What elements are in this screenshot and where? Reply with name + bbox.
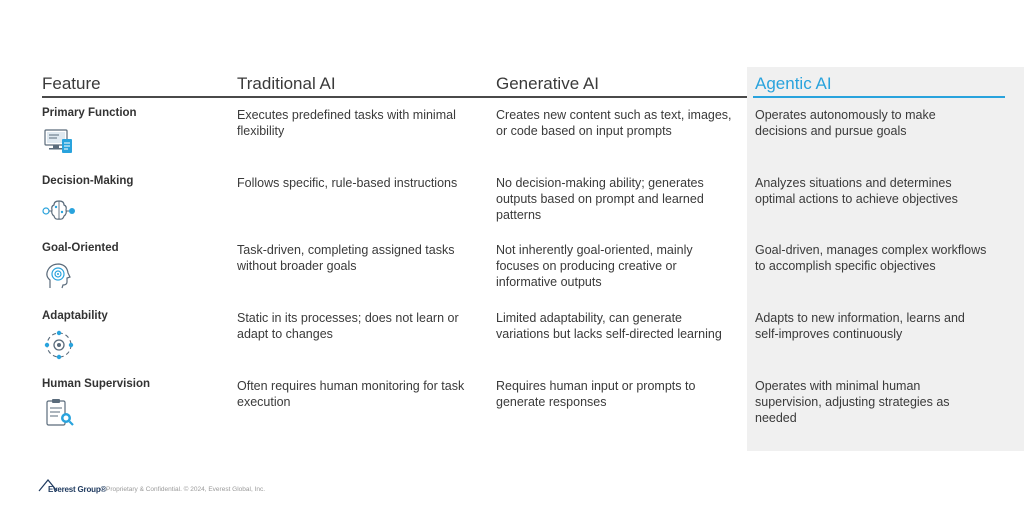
agentic-cell: Operates autonomously to make decisions and pursue goals [755, 108, 936, 138]
footer [38, 478, 438, 498]
traditional-cell: Follows specific, rule-based instructions [237, 176, 458, 190]
agentic-cell: Goal-driven, manages complex workflows to accomplish specific objectives [755, 243, 987, 273]
company-logo: Everest Group® [48, 485, 107, 494]
brain-network-icon [42, 193, 76, 227]
header-agentic-ai: Agentic AI [755, 74, 832, 93]
generative-cell: No decision-making ability; generates outputs based on prompt and learned patterns [496, 176, 704, 222]
header-divider-agentic [753, 96, 1005, 98]
generative-cell: Creates new content such as text, images, or code based on input prompts [496, 108, 732, 138]
target-head-icon [42, 260, 76, 294]
traditional-cell: Static in its processes; does not learn or adapt to changes [237, 311, 459, 341]
feature-label: Human Supervision [42, 378, 150, 390]
header-traditional-ai: Traditional AI [237, 74, 336, 93]
feature-label: Adaptability [42, 310, 108, 322]
agentic-cell: Adapts to new information, learns and self-improves continuously [755, 311, 965, 341]
agentic-cell: Analyzes situations and determines optimal actions to achieve objectives [755, 176, 958, 206]
generative-cell: Not inherently goal-oriented, mainly focuses on producing creative or informative outputs [496, 243, 693, 289]
agentic-cell: Operates with minimal human supervision, adjusting strategies as needed [755, 379, 950, 425]
header-generative-ai: Generative AI [496, 74, 600, 93]
generative-cell: Requires human input or prompts to generate responses [496, 379, 696, 409]
table-header [0, 74, 1024, 98]
cycle-gear-icon [42, 328, 76, 362]
copyright-note: Proprietary & Confidential. © 2024, Everest Global, Inc. [106, 486, 266, 493]
generative-cell: Limited adaptability, can generate variations but lacks self-directed learning [496, 311, 722, 341]
computer-monitor-icon [42, 125, 76, 159]
feature-label: Goal-Oriented [42, 242, 119, 254]
header-divider [42, 96, 747, 98]
traditional-cell: Task-driven, completing assigned tasks without broader goals [237, 243, 455, 273]
traditional-cell: Often requires human monitoring for task execution [237, 379, 465, 409]
feature-label: Primary Function [42, 107, 137, 119]
traditional-cell: Executes predefined tasks with minimal flexibility [237, 108, 456, 138]
header-feature: Feature [42, 74, 101, 93]
clipboard-review-icon [42, 396, 76, 430]
feature-label: Decision-Making [42, 175, 134, 187]
